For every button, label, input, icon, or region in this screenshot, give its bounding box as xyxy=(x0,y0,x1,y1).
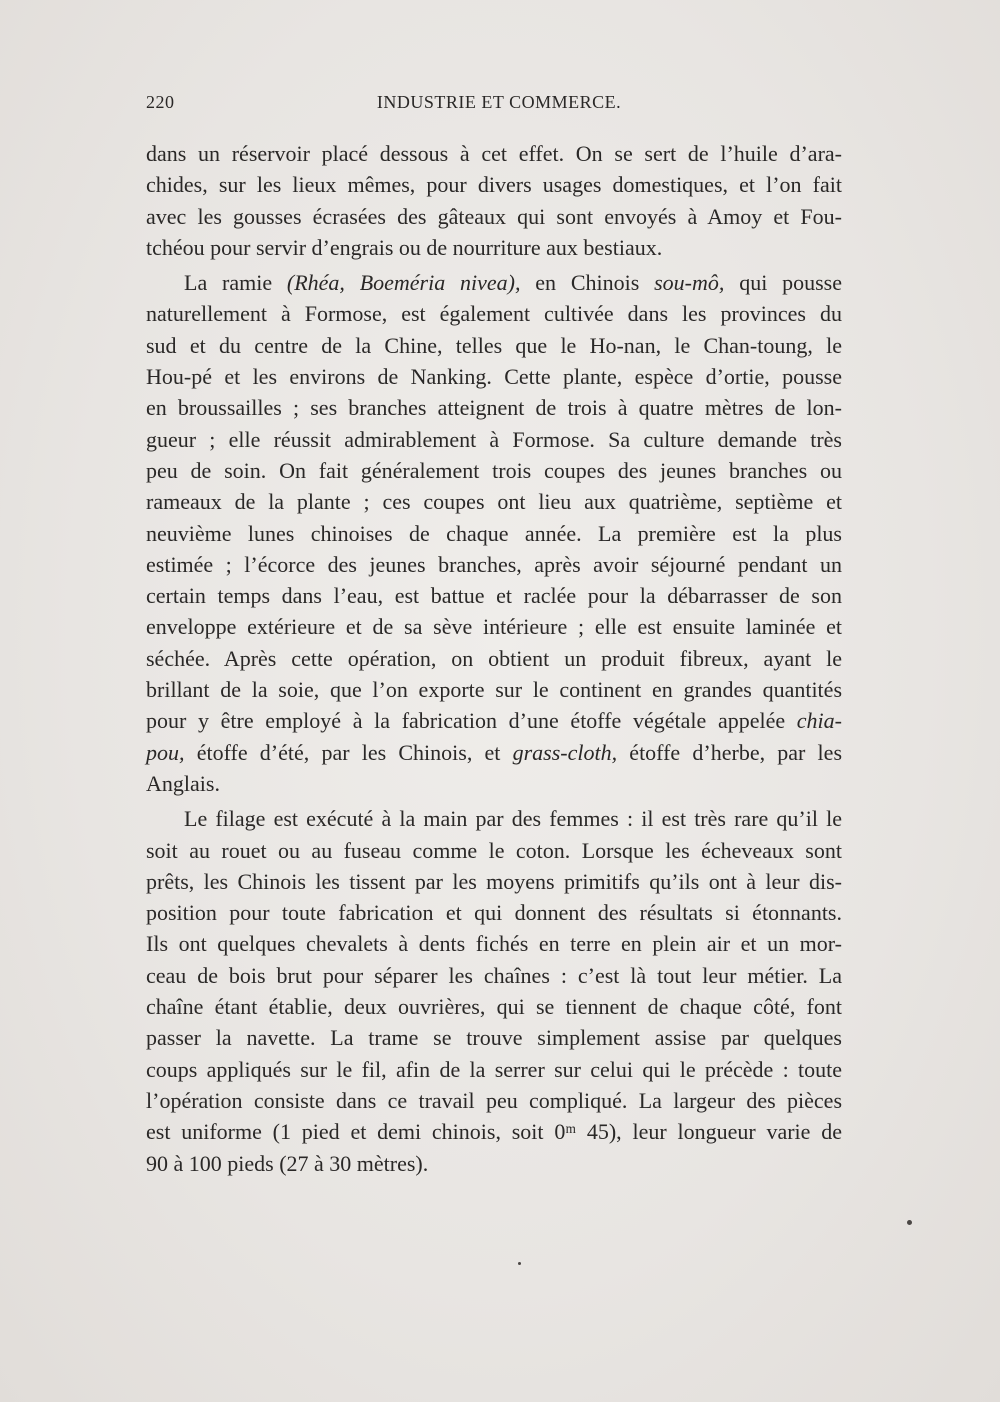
text-line: soit au rouet ou au fuseau comme le coton. Lorsque les écheveaux sont xyxy=(146,837,842,863)
text-line: l’opération consiste dans ce travail peu compliqué. La largeur des pièces xyxy=(146,1087,842,1113)
text-line: coups appliqués sur le fil, afin de la serrer sur celui qui le précède : toute xyxy=(146,1056,842,1082)
paragraph xyxy=(146,267,842,799)
text-line: Hou-pé et les environs de Nanking. Cette plante, espèce d’ortie, pousse xyxy=(146,364,842,390)
text-line: sud et du centre de la Chine, telles que le Ho-nan, le Chan-toung, le xyxy=(146,332,842,358)
text-line: pour y être employé à la fabrication d’une étoffe végétale appelée chia- xyxy=(146,708,842,734)
text-line: enveloppe extérieure et de sa sève intérieure ; elle est ensuite laminée et xyxy=(146,614,842,640)
text-line: est uniforme (1 pied et demi chinois, soit 0ᵐ 45), leur longueur varie de xyxy=(146,1119,842,1145)
body-text xyxy=(146,138,842,1179)
text-line: chides, sur les lieux mêmes, pour divers usages domestiques, et l’on fait xyxy=(146,172,842,198)
page-number: 220 xyxy=(146,92,175,112)
text-line: tchéou pour servir d’engrais ou de nourriture aux bestiaux. xyxy=(146,234,663,260)
text-line: ceau de bois brut pour séparer les chaînes : c’est là tout leur métier. La xyxy=(146,962,842,988)
text-line: 90 à 100 pieds (27 à 30 mètres). xyxy=(146,1150,429,1176)
text-line: Anglais. xyxy=(146,770,220,796)
text-line: La ramie (Rhéa, Boeméria nivea), en Chinois sou-mô, qui pousse xyxy=(184,270,842,296)
text-line: peu de soin. On fait généralement trois coupes des jeunes branches ou xyxy=(146,457,842,483)
italic-text: sou-mô, xyxy=(654,270,725,296)
text-line: séchée. Après cette opération, on obtient un produit fibreux, ayant le xyxy=(146,645,842,671)
text-line: neuvième lunes chinoises de chaque année. La première est la plus xyxy=(146,520,842,546)
running-head xyxy=(146,92,852,114)
italic-text: grass-cloth, xyxy=(512,739,618,765)
text-line: en broussailles ; ses branches atteignent de trois à quatre mètres de lon- xyxy=(146,395,842,421)
text-line: naturellement à Formose, est également cultivée dans les provinces du xyxy=(146,301,842,327)
text-line: gueur ; elle réussit admirablement à Formose. Sa culture demande très xyxy=(146,426,842,452)
italic-text: (Rhéa, Boeméria nivea), xyxy=(286,270,521,296)
italic-text: pou, xyxy=(146,739,185,765)
text-line: certain temps dans l’eau, est battue et raclée pour la débarrasser de son xyxy=(146,583,842,609)
paper-speck xyxy=(518,1262,521,1265)
text-line: Ils ont quelques chevalets à dents fichés en terre en plein air et un mor- xyxy=(146,931,842,957)
paragraph xyxy=(146,138,842,263)
text-line: pou, étoffe d’été, par les Chinois, et grass-cloth, étoffe d’herbe, par les xyxy=(146,739,843,765)
running-title: INDUSTRIE ET COMMERCE. xyxy=(376,92,622,112)
italic-text: chia- xyxy=(796,708,842,734)
text-line: passer la navette. La trame se trouve simplement assise par quelques xyxy=(146,1025,842,1051)
paper-speck xyxy=(907,1220,912,1225)
text-line: dans un réservoir placé dessous à cet effet. On se sert de l’huile d’ara- xyxy=(146,141,842,166)
text-line: position pour toute fabrication et qui donnent des résultats si étonnants. xyxy=(146,900,842,926)
text-line: brillant de la soie, que l’on exporte sur le continent en grandes quantités xyxy=(146,677,842,703)
text-line: avec les gousses écrasées des gâteaux qui sont envoyés à Amoy et Fou- xyxy=(146,203,842,229)
text-line: chaîne étant établie, deux ouvrières, qui se tiennent de chaque côté, font xyxy=(146,994,842,1020)
text-line: Le filage est exécuté à la main par des femmes : il est très rare qu’il le xyxy=(184,806,842,832)
text-line: rameaux de la plante ; ces coupes ont lieu aux quatrième, septième et xyxy=(146,489,842,515)
text-line: prêts, les Chinois les tissent par les moyens primitifs qu’ils ont à leur dis- xyxy=(146,868,842,894)
text-line: estimée ; l’écorce des jeunes branches, après avoir séjourné pendant un xyxy=(146,551,842,577)
paragraph xyxy=(146,803,842,1179)
